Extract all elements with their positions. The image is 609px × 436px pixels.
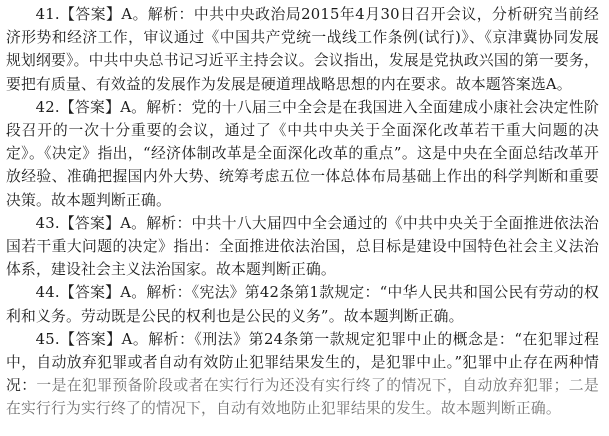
- answer-45-faded-text: 一是在犯罪预备阶段或者在实行行为还没有实行终了的情况下，自动放弃犯罪；二是在实行行为实行终了的情况下，自动有效地防止犯罪结果的发生。故本题判断正确。: [6, 377, 599, 418]
- answer-45-paragraph: [6, 328, 599, 421]
- answer-42-paragraph: 42.【答案】A。解析：党的十八届三中全会是在我国进入全面建成小康社会决定性阶段召开的一次十分重要的会议，通过了《中共中央关于全面深化改革若干重大问题的决定》。《决定》指出，“经济体制改革是全面深化改革的重点”。这是中央在全面总结改革开放经验、准确把握国内外大势、统筹考虑五位一体总体布局基础上作出的科学判断和重要决策。故本题判断正确。: [6, 98, 599, 209]
- answer-43-paragraph: 43.【答案】A。解析：中共十八大届四中全会通过的《中共中央关于全面推进依法治国若干重大问题的决定》指出：全面推进依法治国，总目标是建设中国特色社会主义法治体系，建设社会主义法治国家。故本题判断正确。: [6, 214, 599, 279]
- answer-45-text: 45.【答案】A。解析：《刑法》第24条第一款规定犯罪中止的概念是：“在犯罪过程中，自动放弃犯罪或者自动有效防止犯罪结果发生的，是犯罪中止。”犯罪中止存在两种情况：: [6, 330, 599, 395]
- answer-41-paragraph: 41.【答案】A。解析：中共中央政治局2015年4月30日召开会议，分析研究当前经济形势和经济工作，审议通过《中国共产党统一战线工作条例(试行)》、《京津冀协同发展规划纲要》。中共中央总书记习近平主持会议。会议指出，发展是党执政兴国的第一要务，要把有质量、有效益的发展作为发展是硬道理战略思想的内在要求。故本题答案选A。: [6, 6, 599, 93]
- answer-44-paragraph: 44.【答案】A。解析：《宪法》第42条第1款规定：“中华人民共和国公民有劳动的权利和义务。劳动既是公民的权利也是公民的义务”。故本题判断正确。: [6, 284, 599, 325]
